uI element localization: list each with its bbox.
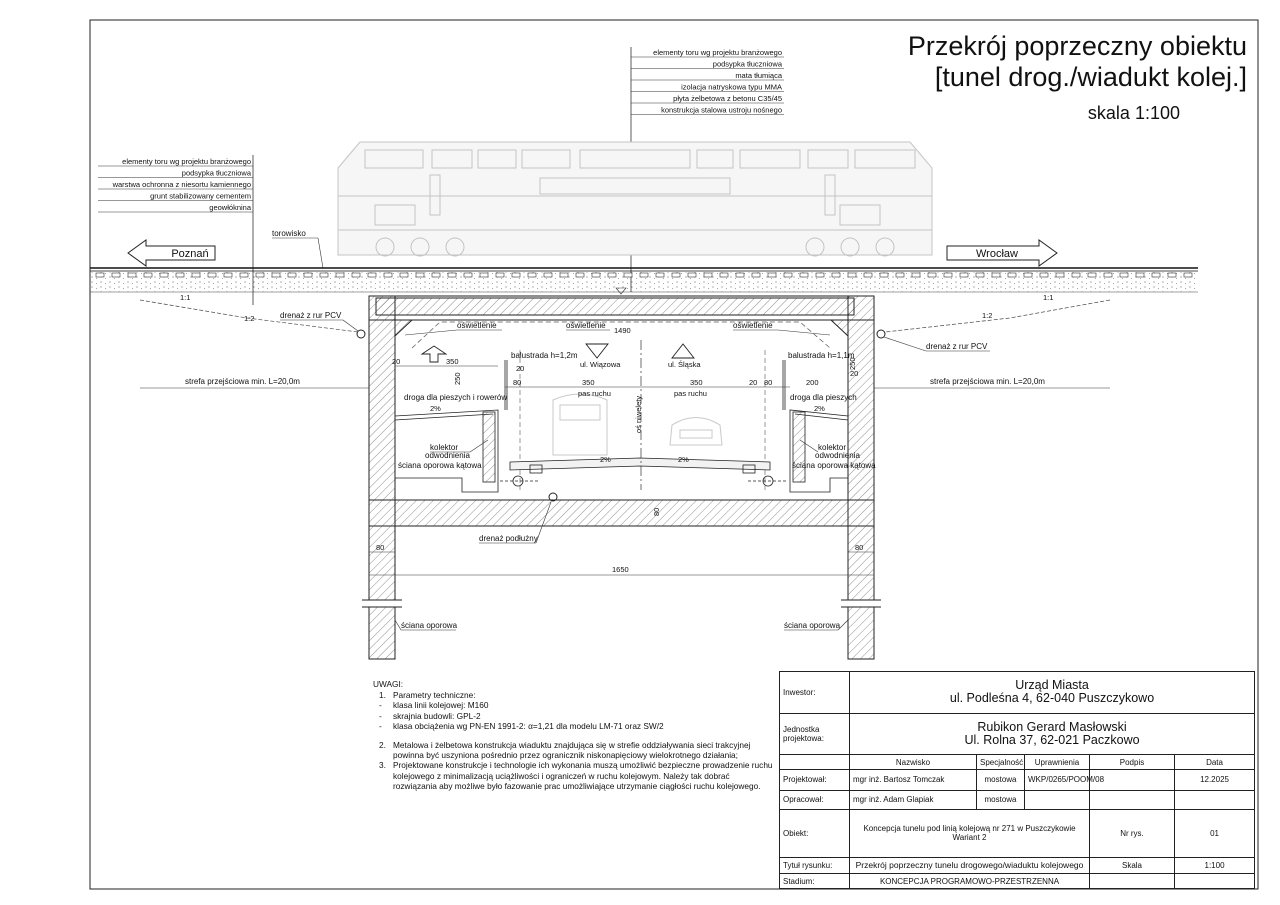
svg-text:pas ruchu: pas ruchu [578, 389, 611, 398]
street-right: ul. Śląska [668, 360, 701, 369]
sleeper [416, 273, 424, 277]
sleeper [704, 273, 712, 277]
sleeper [1072, 273, 1080, 277]
col-spec: Specjalność [977, 755, 1025, 770]
svg-text:20: 20 [850, 369, 859, 378]
drafted-name: mgr inż. Adam Glapiak [850, 790, 977, 809]
sleeper [768, 273, 776, 277]
svg-text:1:1: 1:1 [1043, 293, 1054, 302]
sleeper [1008, 273, 1016, 277]
col-name: Nazwisko [850, 755, 977, 770]
sleeper [1168, 273, 1176, 277]
sleeper [672, 273, 680, 277]
svg-text:350: 350 [690, 378, 703, 387]
arrow-wroclaw [947, 240, 1057, 266]
svg-text:1:1: 1:1 [180, 293, 191, 302]
investor-label: Inwestor: [780, 672, 850, 714]
sleeper [272, 273, 280, 277]
drawing-title-value: Przekrój poprzeczny tunelu drogowego/wiaduktu kolejowego [850, 857, 1090, 874]
sleeper [656, 273, 664, 277]
sleeper [640, 273, 648, 277]
unit-value: Rubikon Gerard Masłowski Ul. Rolna 37, 62-021 Paczkowo [850, 713, 1255, 755]
svg-text:20: 20 [392, 357, 401, 366]
sleeper [336, 273, 344, 277]
leftLayers-item: warstwa ochronna z niesortu kamiennego [112, 180, 251, 189]
leftLayers-item: geowłóknina [209, 203, 251, 212]
drain-pcv-right [877, 330, 990, 351]
sleeper [288, 273, 296, 277]
svg-text:ściana oporowa kątowa: ściana oporowa kątowa [398, 461, 482, 470]
scale-value: 1:100 [1175, 857, 1255, 874]
svg-text:2%: 2% [430, 404, 441, 413]
svg-text:strefa przejściowa min. L=20,0: strefa przejściowa min. L=20,0m [185, 377, 300, 386]
drawing-title-line2: [tunel drog./wiadukt kolej.] [934, 62, 1247, 92]
sleeper [864, 273, 872, 277]
sleeper [304, 273, 312, 277]
svg-text:Wrocław: Wrocław [976, 248, 1018, 260]
sleeper [992, 273, 1000, 277]
object-label: Obiekt: [780, 809, 850, 857]
sleeper [176, 273, 184, 277]
svg-text:ściana oporowa: ściana oporowa [784, 621, 841, 630]
sleeper [736, 273, 744, 277]
sleeper [624, 273, 632, 277]
rightLayers-item: płyta żelbetowa z betonu C35/45 [673, 94, 782, 103]
sleeper [976, 273, 984, 277]
sheet-value: 01 [1175, 809, 1255, 857]
leftLayers-item: elementy toru wg projektu branżowego [122, 157, 251, 166]
sleeper [1040, 273, 1048, 277]
sleeper [400, 273, 408, 277]
sleeper [448, 273, 456, 277]
sleeper [592, 273, 600, 277]
svg-text:1:2: 1:2 [244, 314, 255, 323]
transition-zone-left [140, 377, 369, 388]
drain-pcv-left [280, 311, 365, 338]
svg-text:20: 20 [516, 364, 525, 373]
sleeper [880, 273, 888, 277]
railing-right: balustrada h=1,1m [788, 351, 855, 360]
sleeper [896, 273, 904, 277]
svg-text:20: 20 [749, 378, 758, 387]
sleeper [208, 273, 216, 277]
object-value: Koncepcja tunelu pod linią kolejową nr 271 w Puszczykowie Wariant 2 [850, 809, 1090, 857]
rightLayers-item: elementy toru wg projektu branżowego [653, 48, 782, 57]
designed-date: 12.2025 [1175, 770, 1255, 791]
sleeper [1152, 273, 1160, 277]
collector-left [398, 440, 488, 470]
drawing-scale: skala 1:100 [1087, 103, 1180, 123]
locomotive-outline [338, 142, 932, 256]
designed-perm: WKP/0265/POOM/08 [1025, 770, 1090, 791]
svg-text:200: 200 [806, 378, 819, 387]
notes-block: UWAGI: 1. Parametry techniczne: - klasa linii kolejowej: M160 - skrajnia budowli: GPL-2 - klasa obciążenia wg PN-EN 1991-2: α=1,21 dla modelu LM-71 oraz SW/2 2. Metalowa i żelbetowa konstrukcja wiaduktu znajdująca się w strefie oddziaływania sieci trakcyjnej powinna być uszyniona pośrednio przez ogranicznik niskonapięciowy wielokrotnego działania; 3. Projektowane konstrukcje i technologie ich wykonania muszą umożliwić bezpieczne prowadzenie ruchu kolejowego z minimalizacją uciążliwości i ograniczeń w ruchu kolejowym. Należy tak dobrać rozwiązania aby możliwe było fazowanie prac umożliwiające utrzymanie ciągłości ruchu kolejowego. [373, 679, 773, 791]
sleeper [1120, 273, 1128, 277]
sleeper [1104, 273, 1112, 277]
sleeper [464, 273, 472, 277]
svg-text:Poznań: Poznań [171, 248, 209, 260]
svg-text:80: 80 [855, 543, 864, 552]
svg-text:oś niwelety: oś niwelety [634, 395, 643, 433]
sleeper [912, 273, 920, 277]
sleeper [224, 273, 232, 277]
note-2: Metalowa i żelbetowa konstrukcja wiaduktu znajdująca się w strefie oddziaływania sieci trakcyjnej powinna być uszyniona pośrednio przez ogranicznik niskonapięciowy wielokrotnego działania; [393, 740, 751, 761]
svg-text:1650: 1650 [612, 565, 629, 574]
sleeper [1136, 273, 1144, 277]
stage-value: KONCEPCJA PROGRAMOWO-PRZESTRZENNA [850, 874, 1090, 889]
sleeper [688, 273, 696, 277]
sleeper [496, 273, 504, 277]
torowisko-label: torowisko [272, 229, 306, 238]
svg-text:80: 80 [764, 378, 773, 387]
sleeper [800, 273, 808, 277]
col-perm: Uprawnienia [1025, 755, 1090, 770]
sleeper [752, 273, 760, 277]
stage-label: Stadium: [780, 874, 850, 889]
sleeper [96, 273, 104, 277]
svg-text:80: 80 [513, 378, 522, 387]
sleeper [1088, 273, 1096, 277]
svg-text:1:2: 1:2 [982, 311, 993, 320]
sleeper [560, 273, 568, 277]
bottom-dimensions [369, 543, 874, 575]
designed-name: mgr inż. Bartosz Tomczak [850, 770, 977, 791]
walk-bike-label: droga dla pieszych i rowerów [404, 393, 508, 402]
sleeper [256, 273, 264, 277]
notes-title: UWAGI: [373, 679, 404, 689]
title-block [779, 671, 1255, 889]
investor-value: Urząd Miasta ul. Podleśna 4, 62-040 Puszczykowo [850, 672, 1255, 714]
svg-text:80: 80 [376, 543, 385, 552]
sleeper [384, 273, 392, 277]
leftLayers-item: grunt stabilizowany cementem [150, 191, 251, 201]
rightLayers-item: mata tłumiąca [735, 71, 782, 80]
drafted-label: Opracował: [780, 790, 850, 809]
sleeper [368, 273, 376, 277]
scale-label: Skala [1090, 857, 1175, 874]
sleeper [576, 273, 584, 277]
sleeper [1056, 273, 1064, 277]
sleeper [784, 273, 792, 277]
svg-text:2%: 2% [814, 404, 825, 413]
note-1-sub-2: skrajnia budowli: GPL-2 [393, 710, 481, 721]
sleeper [848, 273, 856, 277]
sleeper [352, 273, 360, 277]
rightLayers-item: konstrukcja stalowa ustroju nośnego [661, 105, 782, 115]
dim-1490: 1490 [614, 326, 631, 335]
sleeper [144, 273, 152, 277]
railing-left: balustrada h=1,2m [511, 351, 578, 360]
sleeper [160, 273, 168, 277]
lighting-labels [405, 321, 830, 335]
col-sign: Podpis [1090, 755, 1175, 770]
note-3: Projektowane konstrukcje i technologie ich wykonania muszą umożliwić bezpieczne prowadzenie ruchu kolejowego z minimalizacją uciążliwości i ograniczeń w ruchu kolejowym. Należy tak dobrać rozwiązania aby możliwe było fazowanie prac umożliwiające utrzymanie ciągłości ruchu kolejowego. [393, 760, 773, 791]
svg-text:350: 350 [446, 357, 459, 366]
retaining-wall-labels [395, 620, 848, 630]
svg-text:odwodnienia: odwodnienia [425, 451, 470, 460]
note-1-sub-1: klasa linii kolejowej: M160 [393, 700, 489, 711]
svg-text:oświetlenie: oświetlenie [457, 321, 497, 330]
sleeper [544, 273, 552, 277]
svg-text:2%: 2% [600, 455, 611, 464]
leftLayers-item: podsypka tłuczniowa [181, 168, 251, 178]
svg-text:oświetlenie: oświetlenie [566, 321, 606, 330]
walk-label: droga dla pieszych [790, 393, 857, 402]
svg-text:drenaż z rur PCV: drenaż z rur PCV [280, 311, 342, 320]
sleeper [512, 273, 520, 277]
designed-spec: mostowa [977, 770, 1025, 791]
sleeper [1024, 273, 1032, 277]
svg-text:drenaż podłużny: drenaż podłużny [479, 534, 538, 543]
svg-text:strefa przejściowa min. L=20,0: strefa przejściowa min. L=20,0m [930, 377, 1045, 386]
svg-text:80: 80 [652, 507, 661, 516]
sleeper [960, 273, 968, 277]
sleeper [432, 273, 440, 277]
svg-text:kolektor: kolektor [430, 443, 459, 452]
arrow-poznan [128, 240, 215, 266]
svg-text:drenaż z rur PCV: drenaż z rur PCV [926, 342, 988, 351]
sleeper [608, 273, 616, 277]
sleeper [832, 273, 840, 277]
sleeper [240, 273, 248, 277]
sleeper [112, 273, 120, 277]
svg-text:kolektor: kolektor [818, 443, 847, 452]
designed-label: Projektował: [780, 770, 850, 791]
unit-label: Jednostka projektowa: [780, 713, 850, 755]
drafted-spec: mostowa [977, 790, 1025, 809]
transition-zone-right [874, 377, 1110, 388]
sleeper [320, 273, 328, 277]
svg-text:250: 250 [453, 372, 462, 385]
note-1: Parametry techniczne: [393, 690, 476, 701]
col-date: Data [1175, 755, 1255, 770]
svg-text:pas ruchu: pas ruchu [674, 389, 707, 398]
svg-text:250: 250 [848, 357, 857, 370]
svg-text:oświetlenie: oświetlenie [733, 321, 773, 330]
street-left: ul. Wiązowa [580, 360, 621, 369]
drawing-title-line1: Przekrój poprzeczny obiektu [907, 31, 1247, 61]
sheet-label: Nr rys. [1090, 809, 1175, 857]
sleeper [480, 273, 488, 277]
rightLayers-item: podsypka tłuczniowa [712, 59, 782, 69]
svg-text:ściana oporowa: ściana oporowa [401, 621, 458, 630]
svg-text:350: 350 [582, 378, 595, 387]
note-1-sub-3: klasa obciążenia wg PN-EN 1991-2: α=1,21 dla modelu LM-71 oraz SW/2 [393, 720, 664, 731]
sleeper [128, 273, 136, 277]
sleeper [944, 273, 952, 277]
sleeper [816, 273, 824, 277]
drawing-title-label: Tytuł rysunku: [780, 857, 850, 874]
svg-text:odwodnienia: odwodnienia [815, 451, 860, 460]
sleeper [928, 273, 936, 277]
sleeper [1184, 273, 1192, 277]
sleeper [528, 273, 536, 277]
rightLayers-item: izolacja natryskowa typu MMA [681, 82, 782, 92]
svg-text:2%: 2% [678, 455, 689, 464]
sleeper [192, 273, 200, 277]
sleeper [720, 273, 728, 277]
svg-text:ściana oporowa kątowa: ściana oporowa kątowa [792, 461, 876, 470]
